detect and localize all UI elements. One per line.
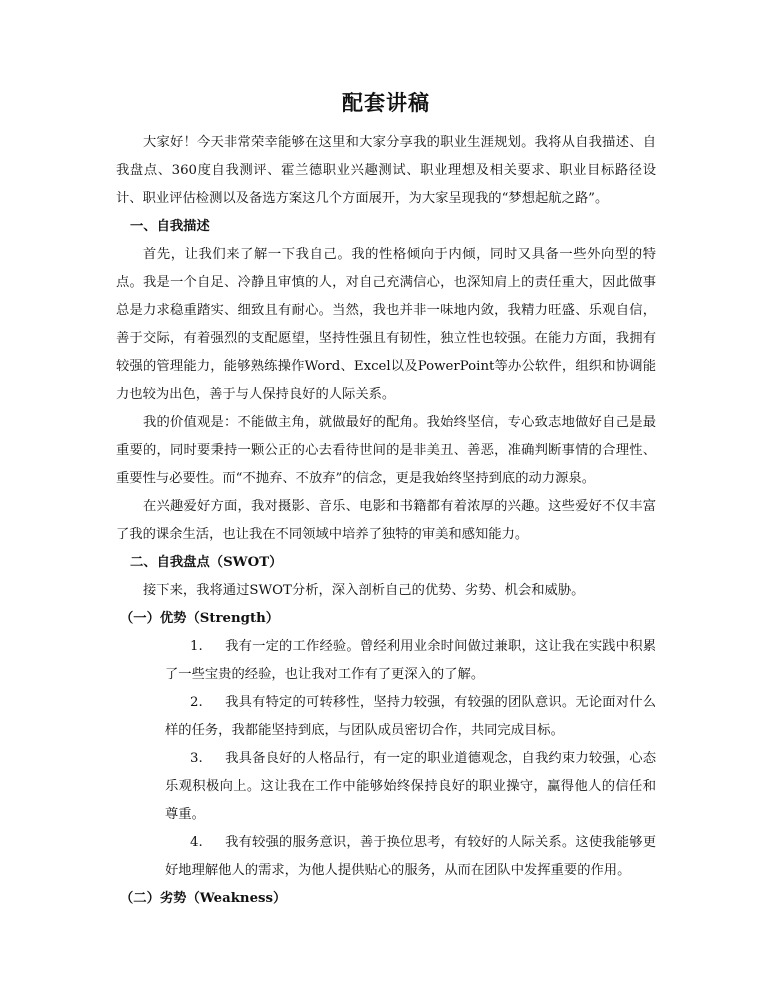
swot-intro-paragraph: 接下来，我将通过SWOT分析，深入剖析自己的优势、劣势、机会和威胁。 <box>143 583 585 598</box>
list-item-text: 我具有特定的可转移性，坚持力较强，有较强的团队意识。无论面对什么样的任务，我都能坚持到底，与团队成员密切合作，共同完成目标。 <box>165 695 656 738</box>
section-heading-self-description: 一、自我描述 <box>130 219 210 234</box>
list-item-text: 我有一定的工作经验。曾经利用业余时间做过兼职，这让我在实践中积累了一些宝贵的经验，也让我对工作有了更深入的了解。 <box>165 639 656 682</box>
list-item <box>165 689 656 745</box>
page-title: 配套讲稿 <box>342 90 430 115</box>
list-item-text: 我有较强的服务意识，善于换位思考，有较好的人际关系。这使我能够更好地理解他人的需求，为他人提供贴心的服务，从而在团队中发挥重要的作用。 <box>165 835 656 878</box>
subheading-weakness: （二）劣势（Weakness） <box>120 891 287 906</box>
list-item-number: 1. <box>190 639 203 654</box>
section-heading-swot: 二、自我盘点（SWOT） <box>130 555 283 570</box>
list-item-number: 4. <box>190 835 203 850</box>
self-description-paragraph-1: 首先，让我们来了解一下我自己。我的性格倾向于内倾，同时又具备一些外向型的特点。我是一个自足、冷静且审慎的人，对自己充满信心，也深知肩上的责任重大，因此做事总是力求稳重踏实、细致且有耐心。当然，我也并非一味地内敛，我精力旺盛、乐观自信，善于交际，有着强烈的支配愿望，坚持性强且有韧性，独立性也较强。在能力方面，我拥有较强的管理能力，能够熟练操作Word、Excel以及PowerPoint等办公软件，组织和协调能力也较为出色，善于与人保持良好的人际关系。 <box>116 247 656 402</box>
list-item-text: 我具备良好的人格品行，有一定的职业道德观念，自我约束力较强，心态乐观积极向上。这让我在工作中能够始终保持良好的职业操守，赢得他人的信任和尊重。 <box>165 751 656 822</box>
self-description-paragraph-3: 在兴趣爱好方面，我对摄影、音乐、电影和书籍都有着浓厚的兴趣。这些爱好不仅丰富了我的课余生活，也让我在不同领域中培养了独特的审美和感知能力。 <box>116 499 656 542</box>
list-item <box>165 633 656 689</box>
list-item-number: 3. <box>190 751 203 766</box>
list-item-number: 2. <box>190 695 203 710</box>
intro-paragraph: 大家好！今天非常荣幸能够在这里和大家分享我的职业生涯规划。我将从自我描述、自我盘点、360度自我测评、霍兰德职业兴趣测试、职业理想及相关要求、职业目标路径设计、职业评估检测以及备选方案这几个方面展开，为大家呈现我的“梦想起航之路”。 <box>116 135 656 206</box>
self-description-paragraph-2: 我的价值观是：不能做主角，就做最好的配角。我始终坚信，专心致志地做好自己是最重要的，同时要秉持一颗公正的心去看待世间的是非美丑、善恶，准确判断事情的合理性、重要性与必要性。而“不抛弃、不放弃”的信念，更是我始终坚持到底的动力源泉。 <box>116 415 656 486</box>
list-item <box>165 829 656 885</box>
list-item <box>165 745 656 829</box>
subheading-strength: （一）优势（Strength） <box>120 611 280 626</box>
document-body <box>116 88 656 913</box>
